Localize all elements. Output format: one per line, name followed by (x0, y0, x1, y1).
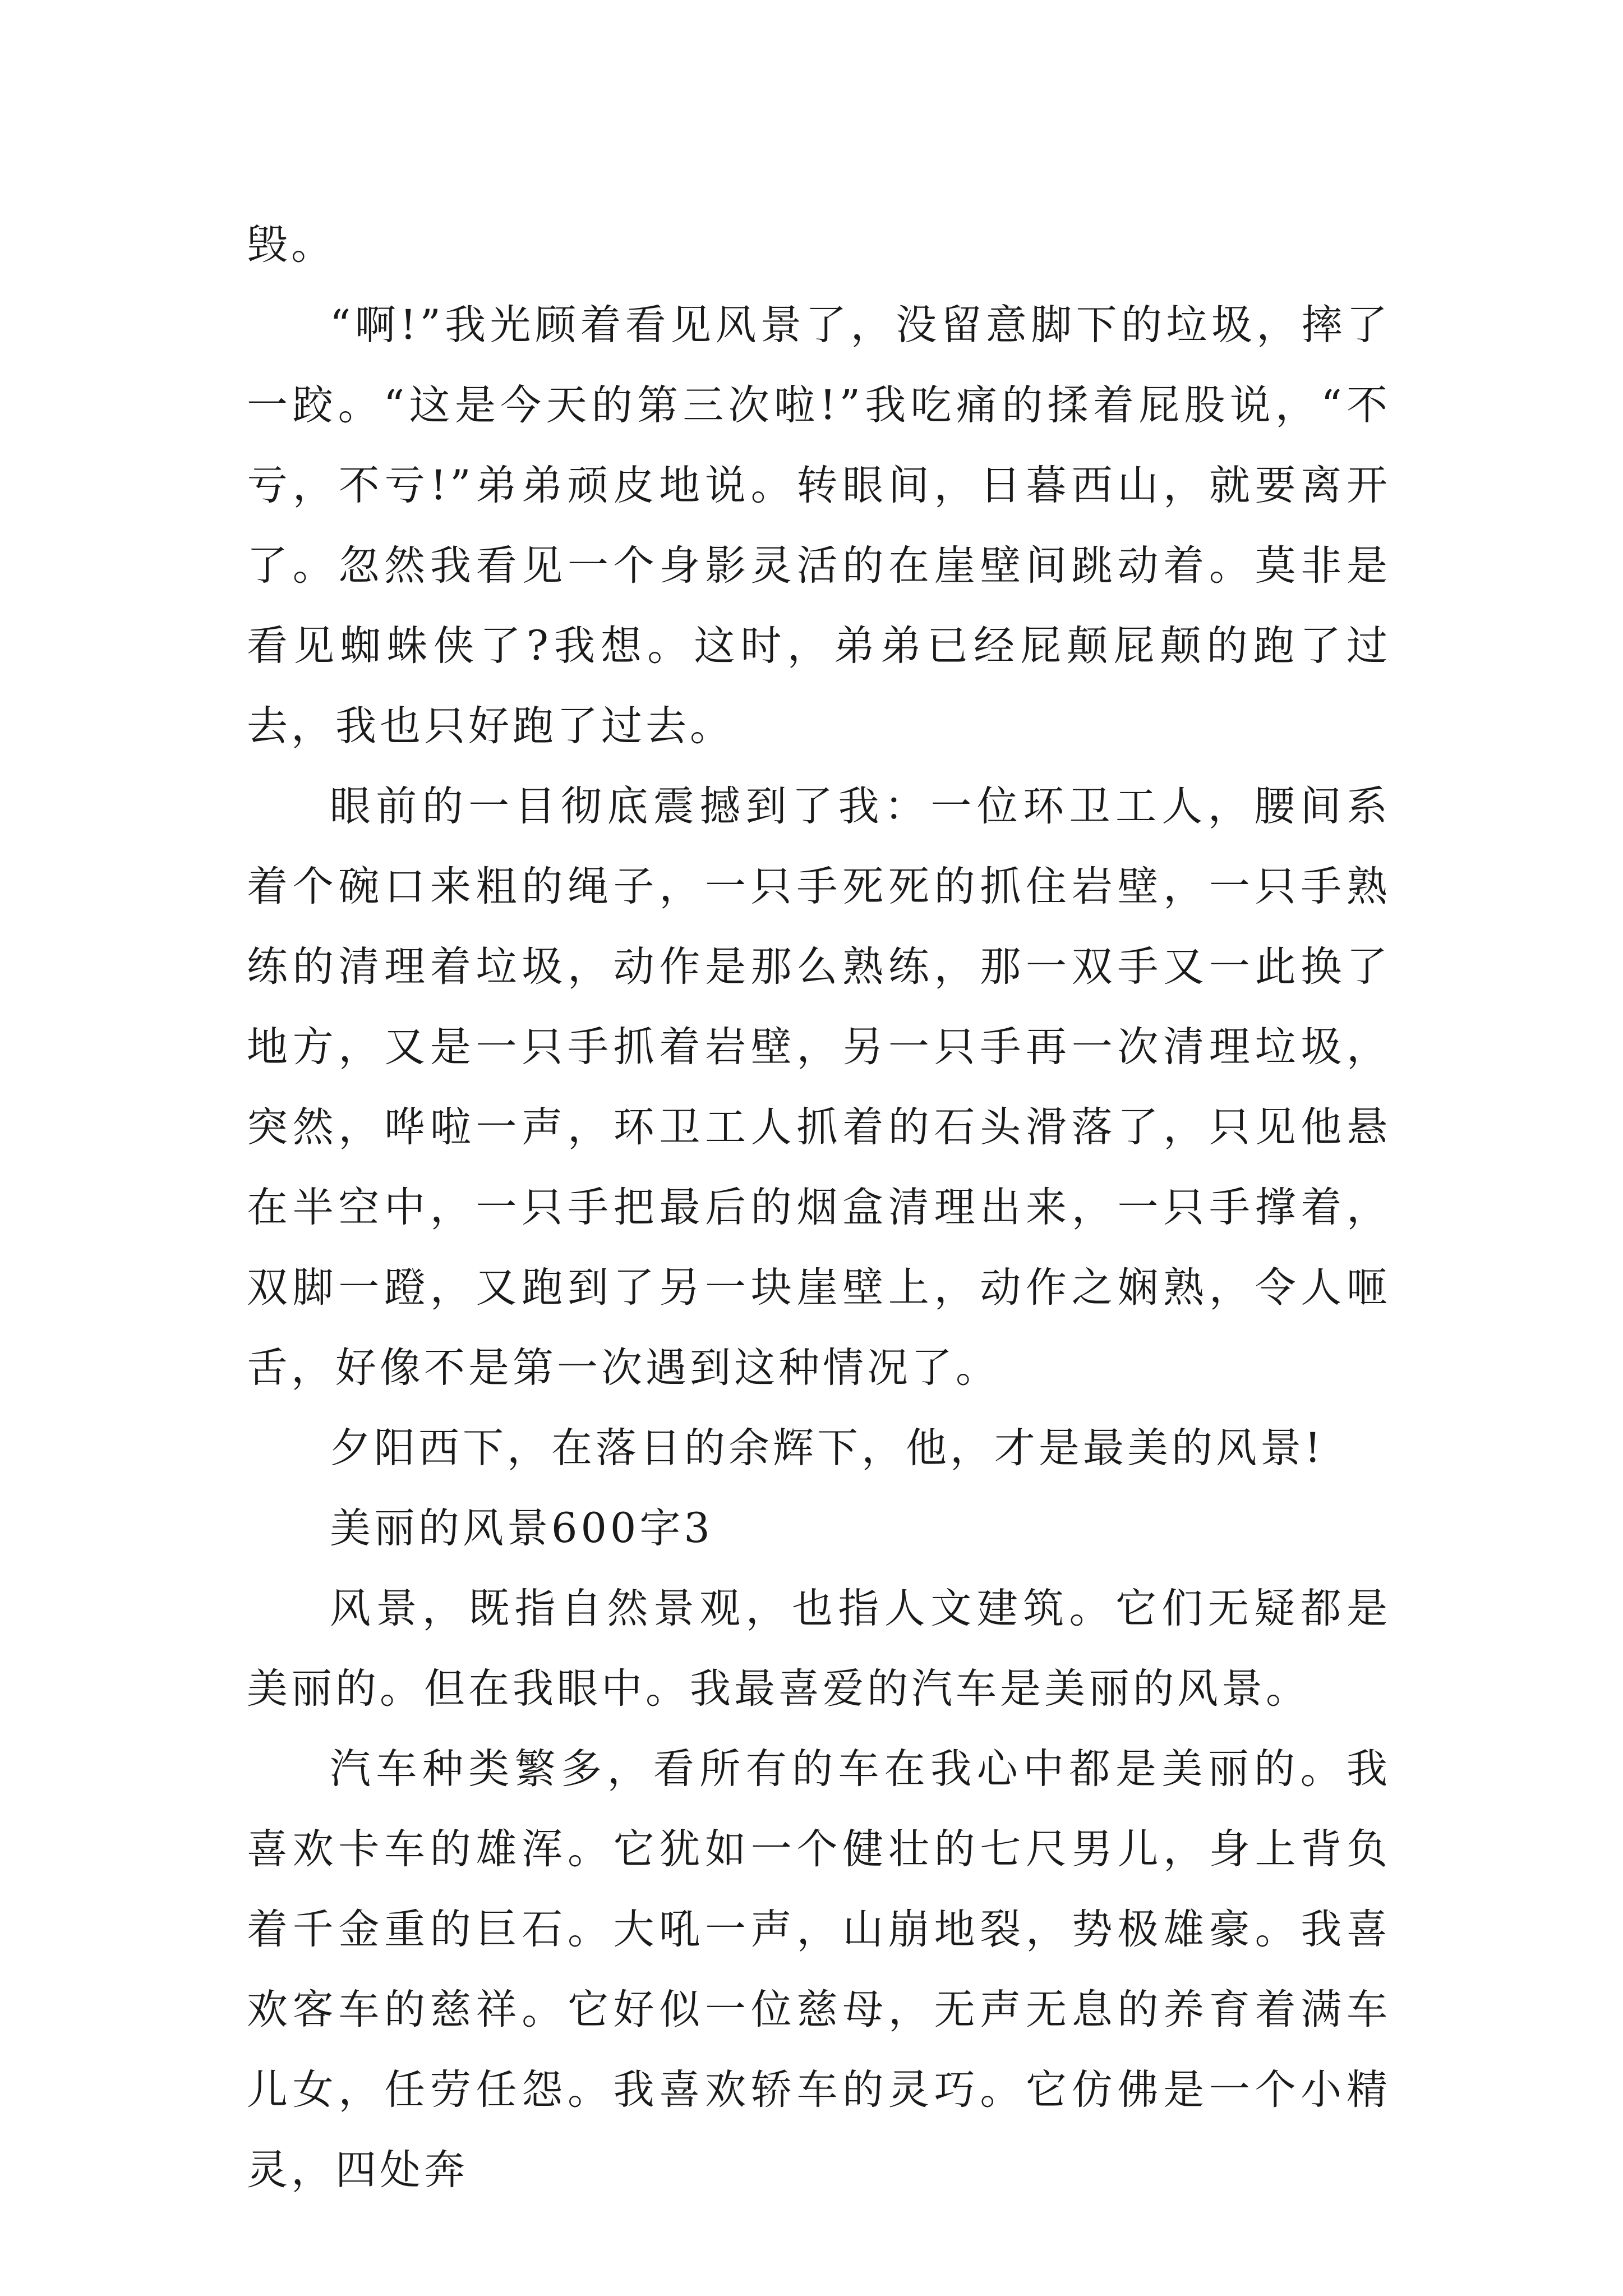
paragraph-fall-story: “啊!”我光顾着看见风景了，没留意脚下的垃圾，摔了一跤。“这是今天的第三次啦!”我吃痛的揉着屁股说，“不亏，不亏!”弟弟顽皮地说。转眼间，日暮西山，就要离开了。忽然我看见一个身影灵活的在崖壁间跳动着。莫非是看见蜘蛛侠了?我想。这时，弟弟已经屁颠屁颠的跑了过去，我也只好跑了过去。 (247, 301, 1391, 750)
paragraph-continuation: 毁。 (247, 221, 335, 269)
paragraph-cars: 汽车种类繁多，看所有的车在我心中都是美丽的。我喜欢卡车的雄浑。它犹如一个健壮的七尺男儿，身上背负着千金重的巨石。大吼一声，山崩地裂，势极雄豪。我喜欢客车的慈祥。它好似一位慈母，无声无息的养育着满车儿女，任劳任怨。我喜欢轿车的灵巧。它仿佛是一个小精灵，四处奔 (247, 1745, 1391, 2194)
paragraph-sunset: 夕阳西下，在落日的余辉下，他，才是最美的风景! (330, 1424, 1325, 1472)
essay-heading: 美丽的风景600字3 (330, 1504, 713, 1552)
paragraph-sanitation-worker: 眼前的一目彻底震撼到了我：一位环卫工人，腰间系着个碗口来粗的绳子，一只手死死的抓住岩壁，一只手熟练的清理着垃圾，动作是那么熟练，那一双手又一此换了地方，又是一只手抓着岩壁，另一只手再一次清理垃圾，突然，哗啦一声，环卫工人抓着的石头滑落了，只见他悬在半空中，一只手把最后的烟盒清理出来，一只手撑着，双脚一蹬，又跑到了另一块崖壁上，动作之娴熟，令人咂舌，好像不是第一次遇到这种情况了。 (247, 783, 1391, 1392)
paragraph-scenery-definition: 风景，既指自然景观，也指人文建筑。它们无疑都是美丽的。但在我眼中。我最喜爱的汽车是美丽的风景。 (247, 1585, 1391, 1713)
body-text (247, 205, 1391, 2210)
